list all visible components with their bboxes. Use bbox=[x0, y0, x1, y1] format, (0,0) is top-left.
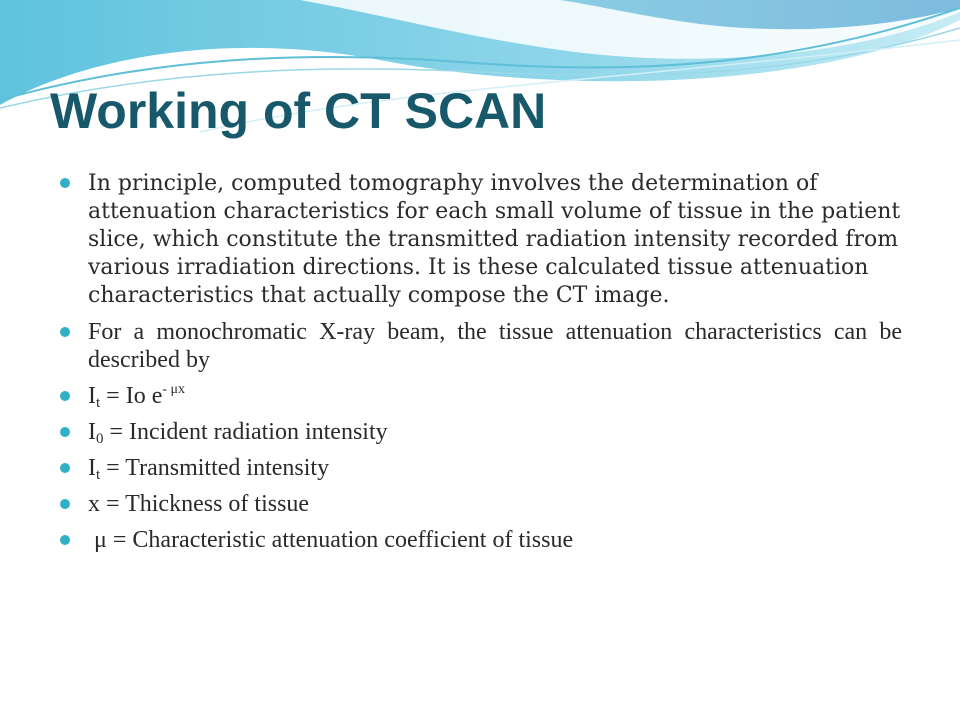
bullet-incident bbox=[60, 418, 902, 446]
bullet-principle-text: In principle, computed tomography involves the determination of attenuation characteristics for each small volume of tissue in the patient slice, which constitute the transmitted radiation intensity recorded from various irradiation directions. It is these calculated tissue attenuation characteristics that actually compose the CT image. bbox=[88, 171, 901, 308]
bullet-dot-icon bbox=[60, 535, 70, 545]
bullet-formula bbox=[60, 382, 902, 410]
formula-rhs: = Io e bbox=[100, 383, 163, 409]
incident-symbol: I bbox=[88, 419, 96, 445]
formula-lhs: I bbox=[88, 383, 96, 409]
incident-text: = Incident radiation intensity bbox=[103, 419, 388, 445]
thickness-text: x = Thickness of tissue bbox=[88, 491, 310, 517]
transmitted-text: = Transmitted intensity bbox=[100, 455, 330, 481]
transmitted-symbol: I bbox=[88, 455, 96, 481]
bullet-dot-icon bbox=[60, 463, 70, 473]
bullet-principle bbox=[60, 170, 902, 310]
bullet-coefficient bbox=[60, 526, 902, 554]
bullet-monochromatic-text: For a monochromatic X-ray beam, the tissue attenuation characteristics can be described by bbox=[88, 319, 902, 373]
transmitted-subscript: t bbox=[96, 467, 101, 483]
bullet-dot-icon bbox=[60, 499, 70, 509]
bullet-dot-icon bbox=[60, 391, 70, 401]
bullet-dot-icon bbox=[60, 327, 70, 337]
bullet-thickness bbox=[60, 490, 902, 518]
bullet-dot-icon bbox=[60, 427, 70, 437]
bullet-dot-icon bbox=[60, 178, 70, 188]
formula-exponent: - μx bbox=[162, 382, 186, 397]
formula-lhs-subscript: t bbox=[96, 395, 101, 411]
incident-subscript: 0 bbox=[96, 431, 104, 447]
bullet-list bbox=[60, 170, 902, 562]
bullet-transmitted bbox=[60, 454, 902, 482]
coefficient-text: μ = Characteristic attenuation coefficient of tissue bbox=[88, 527, 574, 553]
slide-title: Working of CT SCAN bbox=[50, 83, 547, 139]
bullet-monochromatic bbox=[60, 318, 902, 374]
